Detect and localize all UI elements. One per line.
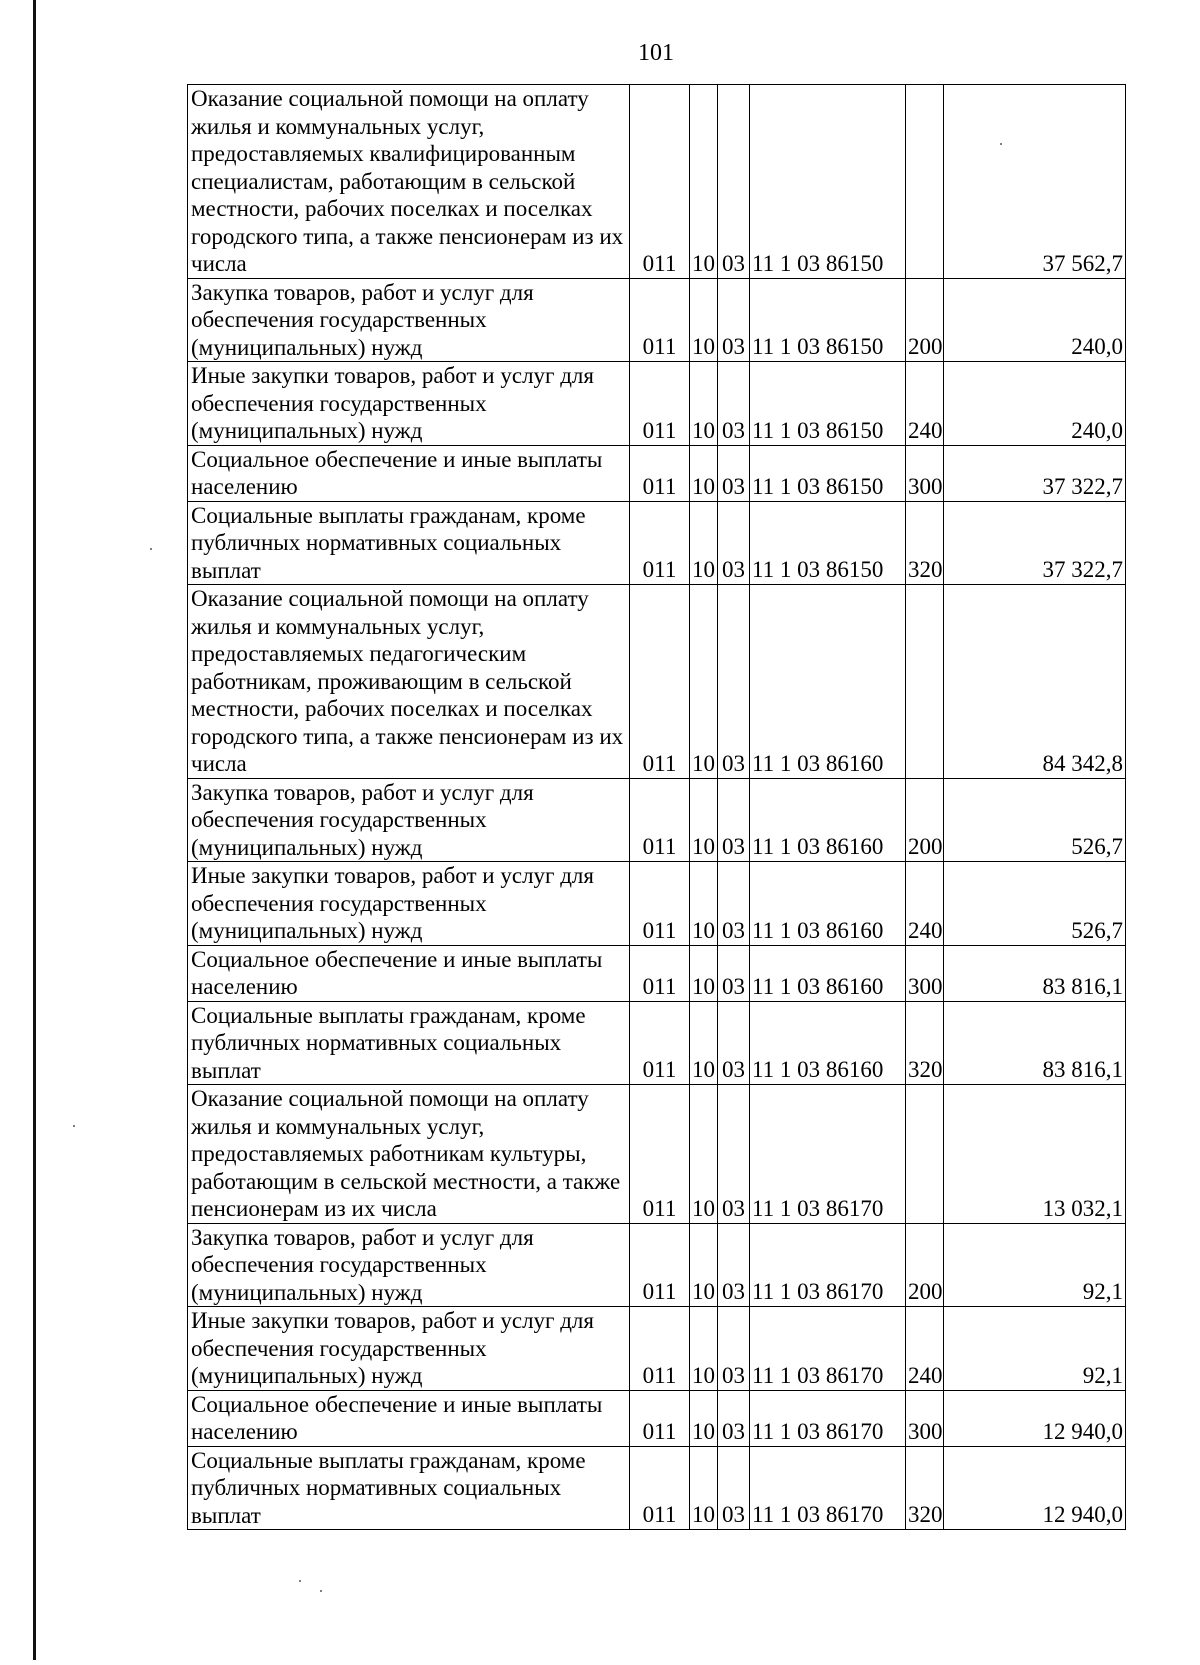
- row-subsection: 03: [718, 862, 750, 946]
- row-section: 10: [690, 85, 718, 279]
- row-expense-type: 320: [906, 1446, 944, 1530]
- table-row: [188, 1085, 1126, 1224]
- row-amount: 92,1: [944, 1307, 1126, 1391]
- row-expense-type: 300: [906, 945, 944, 1001]
- row-amount: 526,7: [944, 862, 1126, 946]
- table-row: [188, 85, 1126, 279]
- row-target-article: 11 1 03 86160: [750, 945, 906, 1001]
- row-amount: 83 816,1: [944, 945, 1126, 1001]
- budget-table: [187, 84, 1126, 1530]
- row-code: 011: [630, 862, 690, 946]
- row-subsection: 03: [718, 1223, 750, 1307]
- row-target-article: 11 1 03 86160: [750, 1001, 906, 1085]
- row-section: 10: [690, 862, 718, 946]
- row-target-article: 11 1 03 86150: [750, 501, 906, 585]
- row-code: 011: [630, 362, 690, 446]
- row-code: 011: [630, 585, 690, 779]
- table-row: [188, 1001, 1126, 1085]
- row-target-article: 11 1 03 86170: [750, 1085, 906, 1224]
- table-row: [188, 862, 1126, 946]
- row-code: 011: [630, 1223, 690, 1307]
- row-target-article: 11 1 03 86150: [750, 445, 906, 501]
- row-name: Закупка товаров, работ и услуг для обеспечения государственных (муниципальных) нужд: [188, 778, 630, 862]
- row-name: Иные закупки товаров, работ и услуг для обеспечения государственных (муниципальных) нужд: [188, 1307, 630, 1391]
- row-subsection: 03: [718, 945, 750, 1001]
- row-target-article: 11 1 03 86160: [750, 862, 906, 946]
- row-amount: 37 322,7: [944, 445, 1126, 501]
- row-expense-type: 320: [906, 1001, 944, 1085]
- row-subsection: 03: [718, 1085, 750, 1224]
- table-row: [188, 1307, 1126, 1391]
- row-subsection: 03: [718, 1307, 750, 1391]
- row-section: 10: [690, 945, 718, 1001]
- row-expense-type: 200: [906, 778, 944, 862]
- budget-table-body: [188, 85, 1126, 1530]
- row-expense-type: [906, 585, 944, 779]
- row-name: Иные закупки товаров, работ и услуг для обеспечения государственных (муниципальных) нужд: [188, 362, 630, 446]
- row-target-article: 11 1 03 86170: [750, 1446, 906, 1530]
- row-code: 011: [630, 1085, 690, 1224]
- row-amount: 13 032,1: [944, 1085, 1126, 1224]
- row-section: 10: [690, 278, 718, 362]
- table-row: [188, 1390, 1126, 1446]
- scan-speck: [299, 1580, 301, 1582]
- row-expense-type: 240: [906, 1307, 944, 1391]
- row-name: Социальное обеспечение и иные выплаты населению: [188, 445, 630, 501]
- row-code: 011: [630, 278, 690, 362]
- row-target-article: 11 1 03 86150: [750, 362, 906, 446]
- row-code: 011: [630, 445, 690, 501]
- row-code: 011: [630, 1307, 690, 1391]
- row-target-article: 11 1 03 86160: [750, 778, 906, 862]
- row-target-article: 11 1 03 86170: [750, 1307, 906, 1391]
- row-code: 011: [630, 501, 690, 585]
- table-row: [188, 1223, 1126, 1307]
- row-section: 10: [690, 585, 718, 779]
- row-expense-type: 240: [906, 362, 944, 446]
- row-name: Социальные выплаты гражданам, кроме публичных нормативных социальных выплат: [188, 1446, 630, 1530]
- scan-speck: [73, 1125, 75, 1127]
- row-expense-type: [906, 85, 944, 279]
- row-subsection: 03: [718, 501, 750, 585]
- row-amount: 526,7: [944, 778, 1126, 862]
- row-expense-type: 200: [906, 278, 944, 362]
- row-name: Социальные выплаты гражданам, кроме публичных нормативных социальных выплат: [188, 501, 630, 585]
- row-section: 10: [690, 1085, 718, 1224]
- row-amount: 84 342,8: [944, 585, 1126, 779]
- row-name: Закупка товаров, работ и услуг для обеспечения государственных (муниципальных) нужд: [188, 1223, 630, 1307]
- row-name: Закупка товаров, работ и услуг для обеспечения государственных (муниципальных) нужд: [188, 278, 630, 362]
- row-amount: 83 816,1: [944, 1001, 1126, 1085]
- row-section: 10: [690, 445, 718, 501]
- scan-speck: [320, 1590, 322, 1592]
- row-subsection: 03: [718, 1390, 750, 1446]
- row-code: 011: [630, 1001, 690, 1085]
- row-section: 10: [690, 778, 718, 862]
- row-code: 011: [630, 1446, 690, 1530]
- row-expense-type: [906, 1085, 944, 1224]
- row-code: 011: [630, 778, 690, 862]
- row-subsection: 03: [718, 278, 750, 362]
- scan-edge-line: [33, 0, 36, 1660]
- row-target-article: 11 1 03 86170: [750, 1390, 906, 1446]
- row-section: 10: [690, 1223, 718, 1307]
- row-expense-type: 240: [906, 862, 944, 946]
- row-subsection: 03: [718, 585, 750, 779]
- row-amount: 37 562,7: [944, 85, 1126, 279]
- row-expense-type: 320: [906, 501, 944, 585]
- row-expense-type: 200: [906, 1223, 944, 1307]
- scan-speck: [1000, 143, 1002, 145]
- row-target-article: 11 1 03 86170: [750, 1223, 906, 1307]
- row-section: 10: [690, 362, 718, 446]
- row-section: 10: [690, 1307, 718, 1391]
- row-target-article: 11 1 03 86150: [750, 278, 906, 362]
- row-section: 10: [690, 1390, 718, 1446]
- row-section: 10: [690, 1001, 718, 1085]
- row-amount: 12 940,0: [944, 1390, 1126, 1446]
- table-row: [188, 778, 1126, 862]
- row-section: 10: [690, 501, 718, 585]
- row-name: Иные закупки товаров, работ и услуг для обеспечения государственных (муниципальных) нужд: [188, 862, 630, 946]
- table-row: [188, 1446, 1126, 1530]
- row-subsection: 03: [718, 1446, 750, 1530]
- table-row: [188, 501, 1126, 585]
- row-name: Оказание социальной помощи на оплату жилья и коммунальных услуг, предоставляемых работникам культуры, работающим в сельской местности, а также пенсионерам из их числа: [188, 1085, 630, 1224]
- row-name: Оказание социальной помощи на оплату жилья и коммунальных услуг, предоставляемых квалифицированным специалистам, работающим в сельской местности, рабочих поселках и поселках городского типа, а также пенсионерам из их числа: [188, 85, 630, 279]
- row-target-article: 11 1 03 86150: [750, 85, 906, 279]
- row-expense-type: 300: [906, 445, 944, 501]
- row-subsection: 03: [718, 445, 750, 501]
- table-row: [188, 445, 1126, 501]
- row-code: 011: [630, 85, 690, 279]
- row-subsection: 03: [718, 85, 750, 279]
- table-row: [188, 278, 1126, 362]
- row-amount: 37 322,7: [944, 501, 1126, 585]
- row-code: 011: [630, 1390, 690, 1446]
- row-amount: 240,0: [944, 278, 1126, 362]
- table-row: [188, 585, 1126, 779]
- row-name: Социальные выплаты гражданам, кроме публичных нормативных социальных выплат: [188, 1001, 630, 1085]
- row-amount: 240,0: [944, 362, 1126, 446]
- row-amount: 12 940,0: [944, 1446, 1126, 1530]
- page-number: 101: [638, 40, 674, 66]
- row-code: 011: [630, 945, 690, 1001]
- row-name: Оказание социальной помощи на оплату жилья и коммунальных услуг, предоставляемых педагогическим работникам, проживающим в сельской местности, рабочих поселках и поселках городского типа, а также пенсионерам из их числа: [188, 585, 630, 779]
- row-expense-type: 300: [906, 1390, 944, 1446]
- row-section: 10: [690, 1446, 718, 1530]
- table-row: [188, 945, 1126, 1001]
- row-name: Социальное обеспечение и иные выплаты населению: [188, 1390, 630, 1446]
- row-target-article: 11 1 03 86160: [750, 585, 906, 779]
- row-subsection: 03: [718, 1001, 750, 1085]
- scan-speck: [150, 548, 152, 550]
- row-amount: 92,1: [944, 1223, 1126, 1307]
- row-subsection: 03: [718, 778, 750, 862]
- table-row: [188, 362, 1126, 446]
- row-name: Социальное обеспечение и иные выплаты населению: [188, 945, 630, 1001]
- row-subsection: 03: [718, 362, 750, 446]
